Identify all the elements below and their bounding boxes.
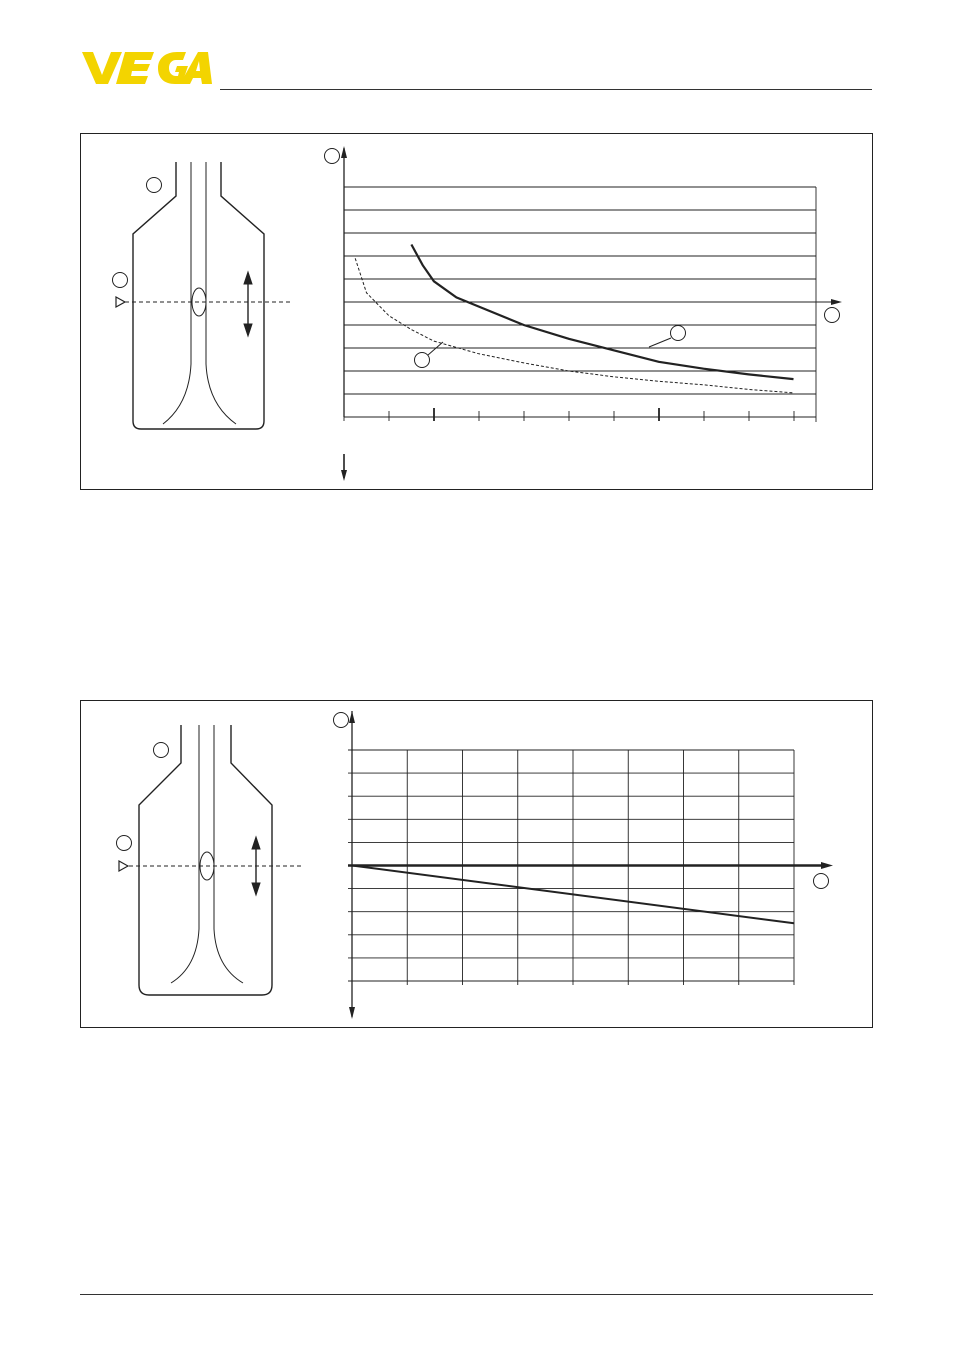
series-line-1 bbox=[411, 245, 793, 380]
level-marker-icon bbox=[119, 861, 128, 871]
down-arrow-icon bbox=[341, 470, 347, 481]
vessel-drawing bbox=[133, 162, 264, 429]
vega-logo bbox=[80, 50, 212, 86]
figure-1 bbox=[80, 133, 873, 490]
level-change-arrow-icon bbox=[244, 272, 252, 336]
y-axis-arrow bbox=[341, 146, 347, 158]
y-axis-arrow bbox=[349, 711, 355, 723]
x-axis-arrow bbox=[831, 299, 842, 305]
figure-2 bbox=[80, 700, 873, 1028]
x-axis-arrow bbox=[821, 862, 833, 869]
level-marker-icon bbox=[116, 297, 125, 307]
header-rule bbox=[220, 89, 872, 90]
footer-rule bbox=[80, 1294, 873, 1295]
chart-2 bbox=[348, 711, 833, 1019]
callouts bbox=[117, 713, 829, 889]
chart-1 bbox=[341, 146, 842, 481]
vessel-drawing bbox=[139, 725, 272, 995]
y-axis-arrow-down bbox=[349, 1007, 355, 1019]
